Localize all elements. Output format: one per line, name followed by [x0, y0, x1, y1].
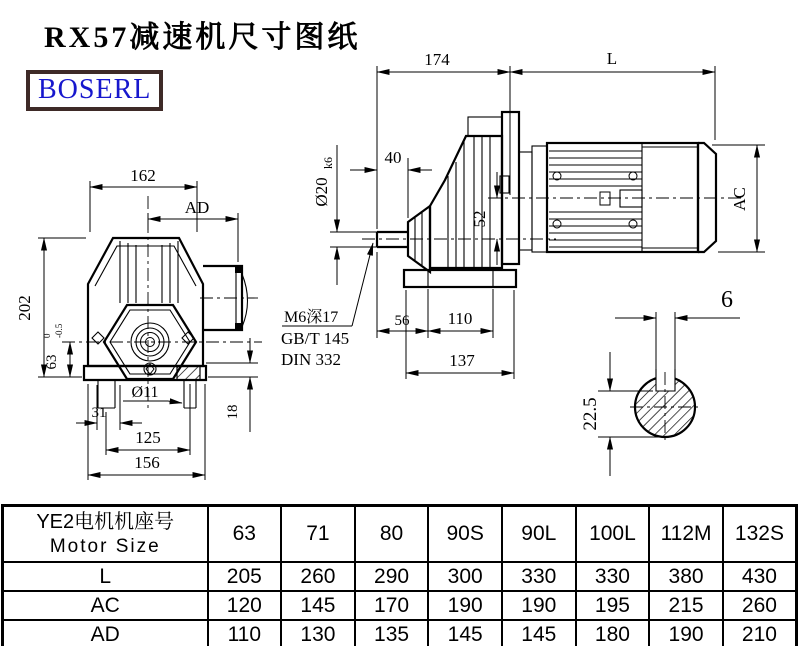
dim-key-depth: 22.5: [580, 397, 601, 431]
table-cell: 190: [649, 620, 723, 646]
gear-housing-outline: [88, 238, 203, 366]
side-view-drawing: [281, 49, 765, 379]
dim-156: 156: [134, 453, 160, 472]
row-label: L: [3, 562, 208, 591]
housing-top-cap: [468, 117, 502, 136]
table-cell: 300: [428, 562, 502, 591]
table-row-L: [3, 562, 797, 591]
dim-63: 63: [44, 354, 60, 370]
dim-ac: AC: [730, 187, 749, 211]
table-cell: 430: [723, 562, 797, 591]
table-cell: 145: [502, 620, 576, 646]
output-shaft: [377, 232, 408, 247]
dim-56: 56: [394, 313, 410, 329]
col-header: 132S: [723, 506, 797, 563]
motor-body: [547, 143, 698, 252]
foot-edges: [428, 270, 493, 287]
housing-ribs: [448, 136, 490, 268]
col-header: 80: [355, 506, 429, 563]
note-gbt-145: GB/T 145: [281, 329, 350, 348]
motor-end-cap: [698, 143, 716, 252]
hole-leader: [168, 401, 182, 403]
motor-screw: [553, 220, 561, 228]
table-header-motor-size: [3, 506, 208, 563]
table-cell: 170: [355, 591, 429, 620]
dim-137: 137: [449, 351, 475, 370]
front-view-drawing: [15, 166, 262, 480]
table-cell: 330: [576, 562, 650, 591]
table-row-AD: [3, 620, 797, 646]
motor-size-table: [1, 504, 798, 646]
table-cell: 260: [281, 562, 355, 591]
dim-key-width: 6: [721, 287, 733, 313]
table-cell: 215: [649, 591, 723, 620]
col-header: 90S: [428, 506, 502, 563]
table-cell: 130: [281, 620, 355, 646]
shaft-section-drawing: [580, 287, 740, 476]
motor-screw: [629, 220, 637, 228]
gear-housing-side: [430, 136, 502, 268]
dim-52: 52: [470, 210, 489, 228]
table-row-AC: [3, 591, 797, 620]
dim-shaft-fit: k6: [321, 157, 335, 169]
boserl-logo: BOSERL: [26, 70, 163, 111]
side-base-plate: [404, 270, 516, 287]
table-cell: 145: [281, 591, 355, 620]
dim-18: 18: [225, 404, 241, 420]
cooling-ribs: [120, 241, 178, 303]
motor-fins: [549, 151, 642, 247]
page-title: RX57减速机尺寸图纸: [44, 21, 361, 54]
row-label: AD: [3, 620, 208, 646]
table-cell: 205: [208, 562, 282, 591]
table-cell: 190: [428, 591, 502, 620]
adapter-ring-1: [519, 152, 532, 250]
col-header: 100L: [576, 506, 650, 563]
dim-ad: AD: [184, 198, 210, 217]
dim-hole-dia: Ø11: [131, 384, 159, 401]
adapter-ring-2: [532, 146, 547, 252]
table-cell: 190: [502, 591, 576, 620]
housing-inner-chamfer: [95, 246, 196, 286]
keyway-blank: [656, 369, 675, 391]
dim-125: 125: [135, 428, 161, 447]
table-cell: 260: [723, 591, 797, 620]
col-header: 71: [281, 506, 355, 563]
dim-40: 40: [384, 148, 402, 167]
header-line-zh: YE2电机机座号: [36, 511, 175, 533]
dim-31: 31: [91, 405, 107, 421]
tapped-hole-leader: [352, 243, 373, 326]
row-label: AC: [3, 591, 208, 620]
table-cell: 145: [428, 620, 502, 646]
col-header: 90L: [502, 506, 576, 563]
table-cell: 380: [649, 562, 723, 591]
table-cell: 290: [355, 562, 429, 591]
motor-nameplate: [620, 190, 642, 207]
col-header: 112M: [649, 506, 723, 563]
col-header: 63: [208, 506, 282, 563]
box-corner-mark: [235, 323, 241, 329]
dim-202: 202: [15, 295, 34, 321]
dim-L: L: [606, 49, 618, 68]
motor-detail-block: [600, 192, 610, 205]
table-cell: 330: [502, 562, 576, 591]
dim-63-tol-upper: 0: [42, 333, 52, 338]
table-cell: 120: [208, 591, 282, 620]
note-tapped-hole: M6深17: [284, 309, 339, 326]
table-cell: 135: [355, 620, 429, 646]
box-corner-mark: [235, 267, 241, 273]
dim-63-tol-lower: -0.5: [54, 323, 64, 338]
dim-110: 110: [447, 309, 473, 328]
header-line-en: Motor Size: [49, 536, 161, 557]
table-cell: 210: [723, 620, 797, 646]
dim-162: 162: [130, 166, 156, 185]
table-header-row: [3, 506, 797, 563]
table-cell: 110: [208, 620, 282, 646]
table-cell: 180: [576, 620, 650, 646]
table-cell: 195: [576, 591, 650, 620]
dim-shaft-dia: Ø20: [312, 177, 331, 207]
dim-174: 174: [424, 50, 450, 69]
note-din-332: DIN 332: [281, 350, 341, 369]
motor-rear-section: [642, 143, 698, 252]
